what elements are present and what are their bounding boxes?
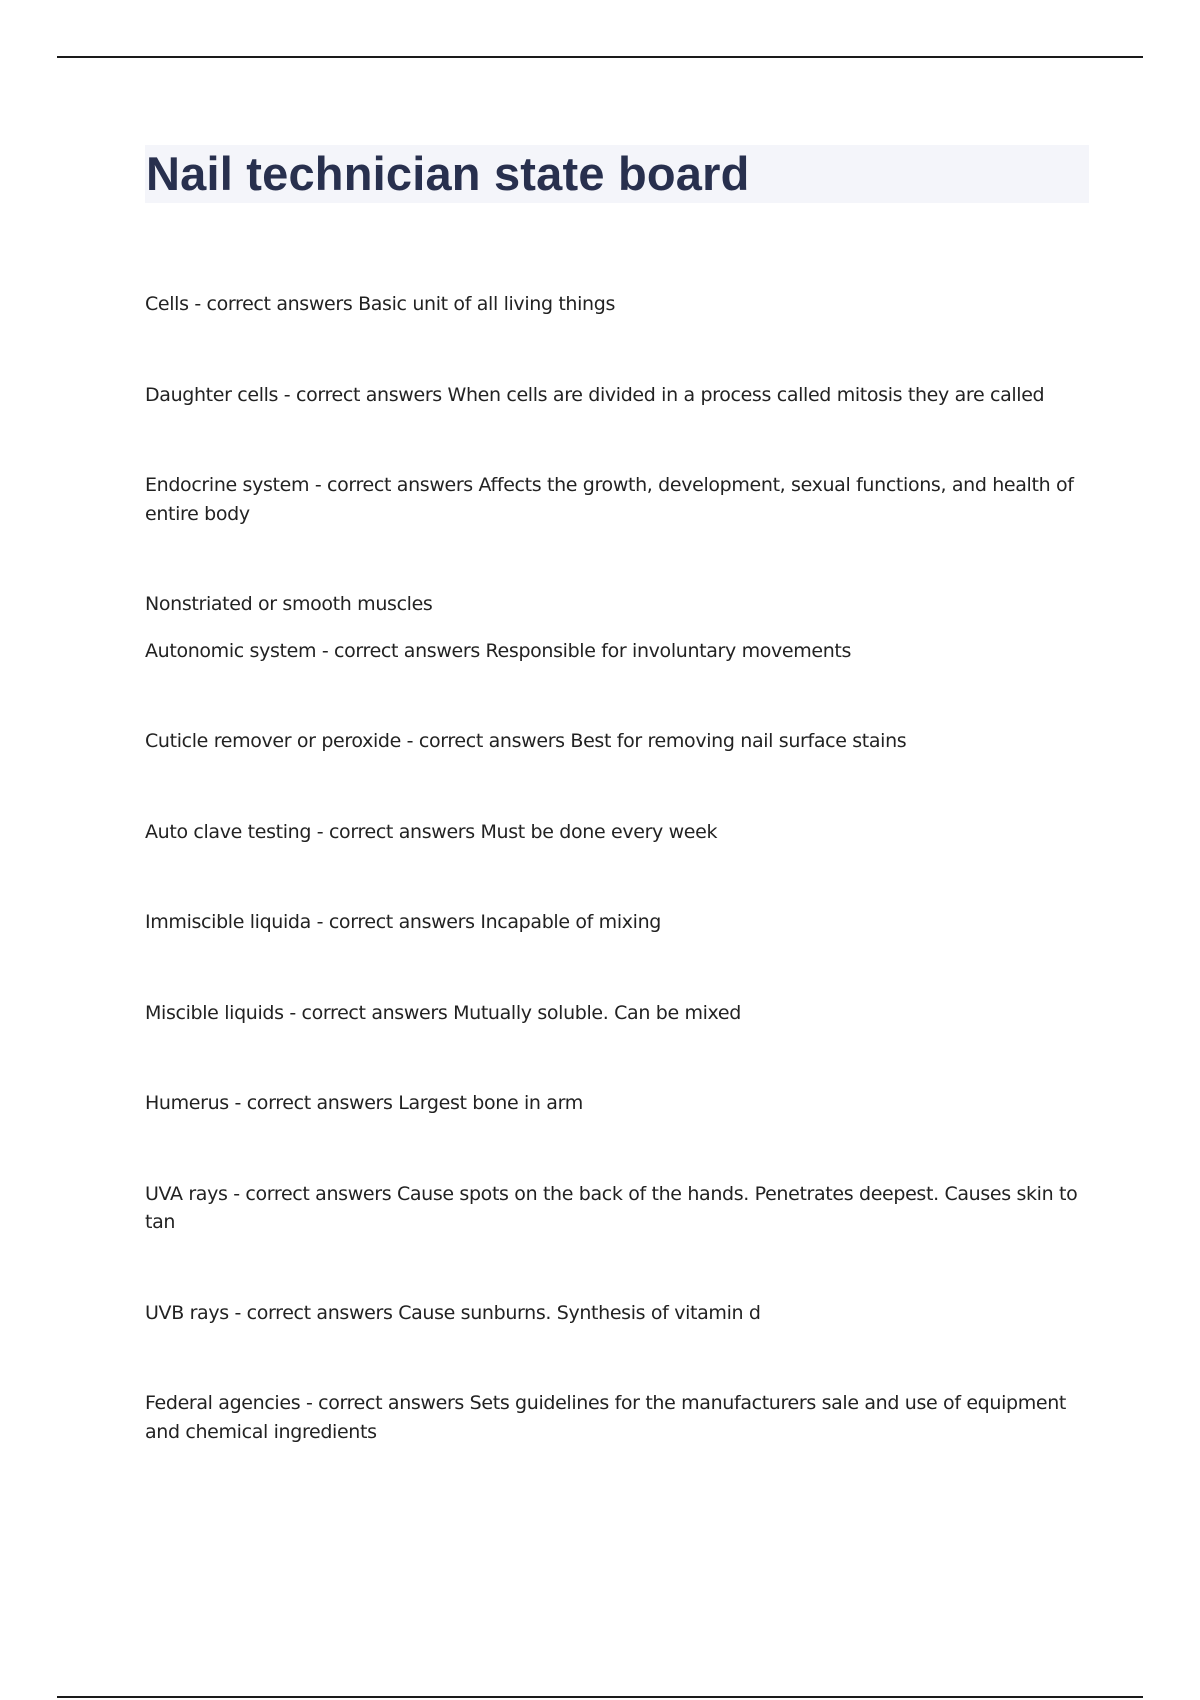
entry-list	[145, 290, 1095, 1508]
list-item: Miscible liquids - correct answers Mutually soluble. Can be mixed	[145, 1001, 741, 1024]
list-item: Immiscible liquida - correct answers Incapable of mixing	[145, 911, 661, 933]
page-title: Nail technician state board	[146, 147, 750, 200]
list-item: Auto clave testing - correct answers Must be done every week	[145, 820, 718, 843]
list-item: UVB rays - correct answers Cause sunburns. Synthesis of vitamin d	[145, 1301, 761, 1324]
bottom-divider	[57, 1696, 1143, 1698]
list-item: Autonomic system - correct answers Responsible for involuntary movements	[145, 639, 852, 662]
list-item: Cells - correct answers Basic unit of all living things	[145, 293, 616, 315]
list-item: Daughter cells - correct answers When cells are divided in a process called mitosis they are called	[145, 383, 1045, 406]
list-item: Endocrine system - correct answers Affects the growth, development, sexual functions, and health of entire body	[145, 474, 1074, 525]
list-item: Federal agencies - correct answers Sets guidelines for the manufacturers sale and use of equipment and chemical ingredients	[145, 1392, 1067, 1443]
top-divider	[57, 56, 1143, 58]
list-item: Cuticle remover or peroxide - correct answers Best for removing nail surface stains	[145, 730, 907, 752]
list-item: Humerus - correct answers Largest bone in arm	[145, 1092, 583, 1114]
list-item: UVA rays - correct answers Cause spots on the back of the hands. Penetrates deepest. Causes skin to tan	[145, 1182, 1078, 1233]
list-item: Nonstriated or smooth muscles	[145, 593, 433, 615]
